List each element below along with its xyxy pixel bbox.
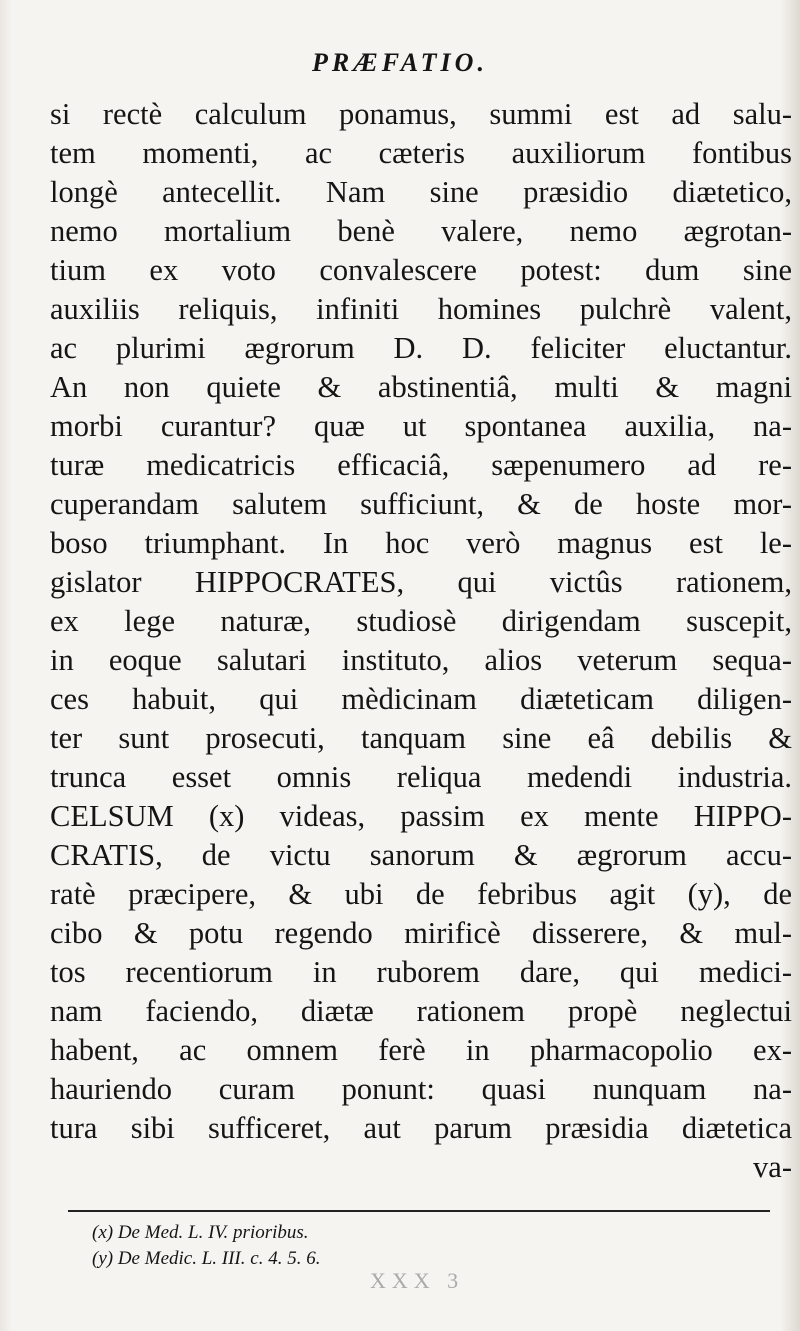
text-line: ex lege naturæ, studiosè dirigendam suscepit,	[50, 604, 792, 638]
catchword: va-	[753, 1150, 792, 1184]
text-line: nam faciendo, diætæ rationem propè neglectui	[50, 994, 792, 1028]
text-line: ratè præcipere, & ubi de febribus agit (y), de	[50, 877, 792, 911]
text-line: tura sibi sufficeret, aut parum præsidia diætetica	[50, 1111, 792, 1145]
footnote-x: (x) De Med. L. IV. prioribus.	[92, 1222, 309, 1243]
text-line: tium ex voto convalescere potest: dum sine	[50, 253, 792, 287]
signature-mark: XXX 3	[370, 1268, 465, 1293]
text-line: turæ medicatricis efficaciâ, sæpenumero ad re-	[50, 448, 792, 482]
footnote-y: (y) De Medic. L. III. c. 4. 5. 6.	[92, 1248, 321, 1269]
text-line: cibo & potu regendo mirificè disserere, & mul-	[50, 916, 792, 950]
text-line: An non quiete & abstinentiâ, multi & magni	[50, 370, 792, 404]
text-line: ter sunt prosecuti, tanquam sine eâ debilis &	[50, 721, 792, 755]
text-line: auxiliis reliquis, infiniti homines pulchrè valent,	[50, 292, 792, 326]
text-line: cuperandam salutem sufficiunt, & de hoste mor-	[50, 487, 792, 521]
text-line: in eoque salutari instituto, alios veterum sequa-	[50, 643, 792, 677]
text-line: CRATIS, de victu sanorum & ægrorum accu-	[50, 838, 792, 872]
text-line: trunca esset omnis reliqua medendi industria.	[50, 760, 792, 794]
running-head: PRÆFATIO.	[312, 48, 488, 77]
text-line: gislator HIPPOCRATES, qui victûs rationem,	[50, 565, 792, 599]
footnote-rule	[68, 1210, 770, 1212]
text-line: nemo mortalium benè valere, nemo ægrotan-	[50, 214, 792, 248]
text-line: longè antecellit. Nam sine præsidio diætetico,	[50, 175, 792, 209]
text-line: hauriendo curam ponunt: quasi nunquam na-	[50, 1072, 792, 1106]
body-text	[50, 95, 792, 1187]
text-line: ac plurimi ægrorum D. D. feliciter eluctantur.	[50, 331, 792, 365]
text-line: si rectè calculum ponamus, summi est ad salu-	[50, 97, 792, 131]
text-line: morbi curantur? quæ ut spontanea auxilia, na-	[50, 409, 792, 443]
footnotes	[92, 1220, 752, 1272]
text-line: tos recentiorum in ruborem dare, qui medici-	[50, 955, 792, 989]
text-line: CELSUM (x) videas, passim ex mente HIPPO-	[50, 799, 792, 833]
text-line: boso triumphant. In hoc verò magnus est le-	[50, 526, 792, 560]
text-line: habent, ac omnem ferè in pharmacopolio ex-	[50, 1033, 792, 1067]
text-line: ces habuit, qui mèdicinam diæteticam diligen-	[50, 682, 792, 716]
text-line: tem momenti, ac cæteris auxiliorum fontibus	[50, 136, 792, 170]
